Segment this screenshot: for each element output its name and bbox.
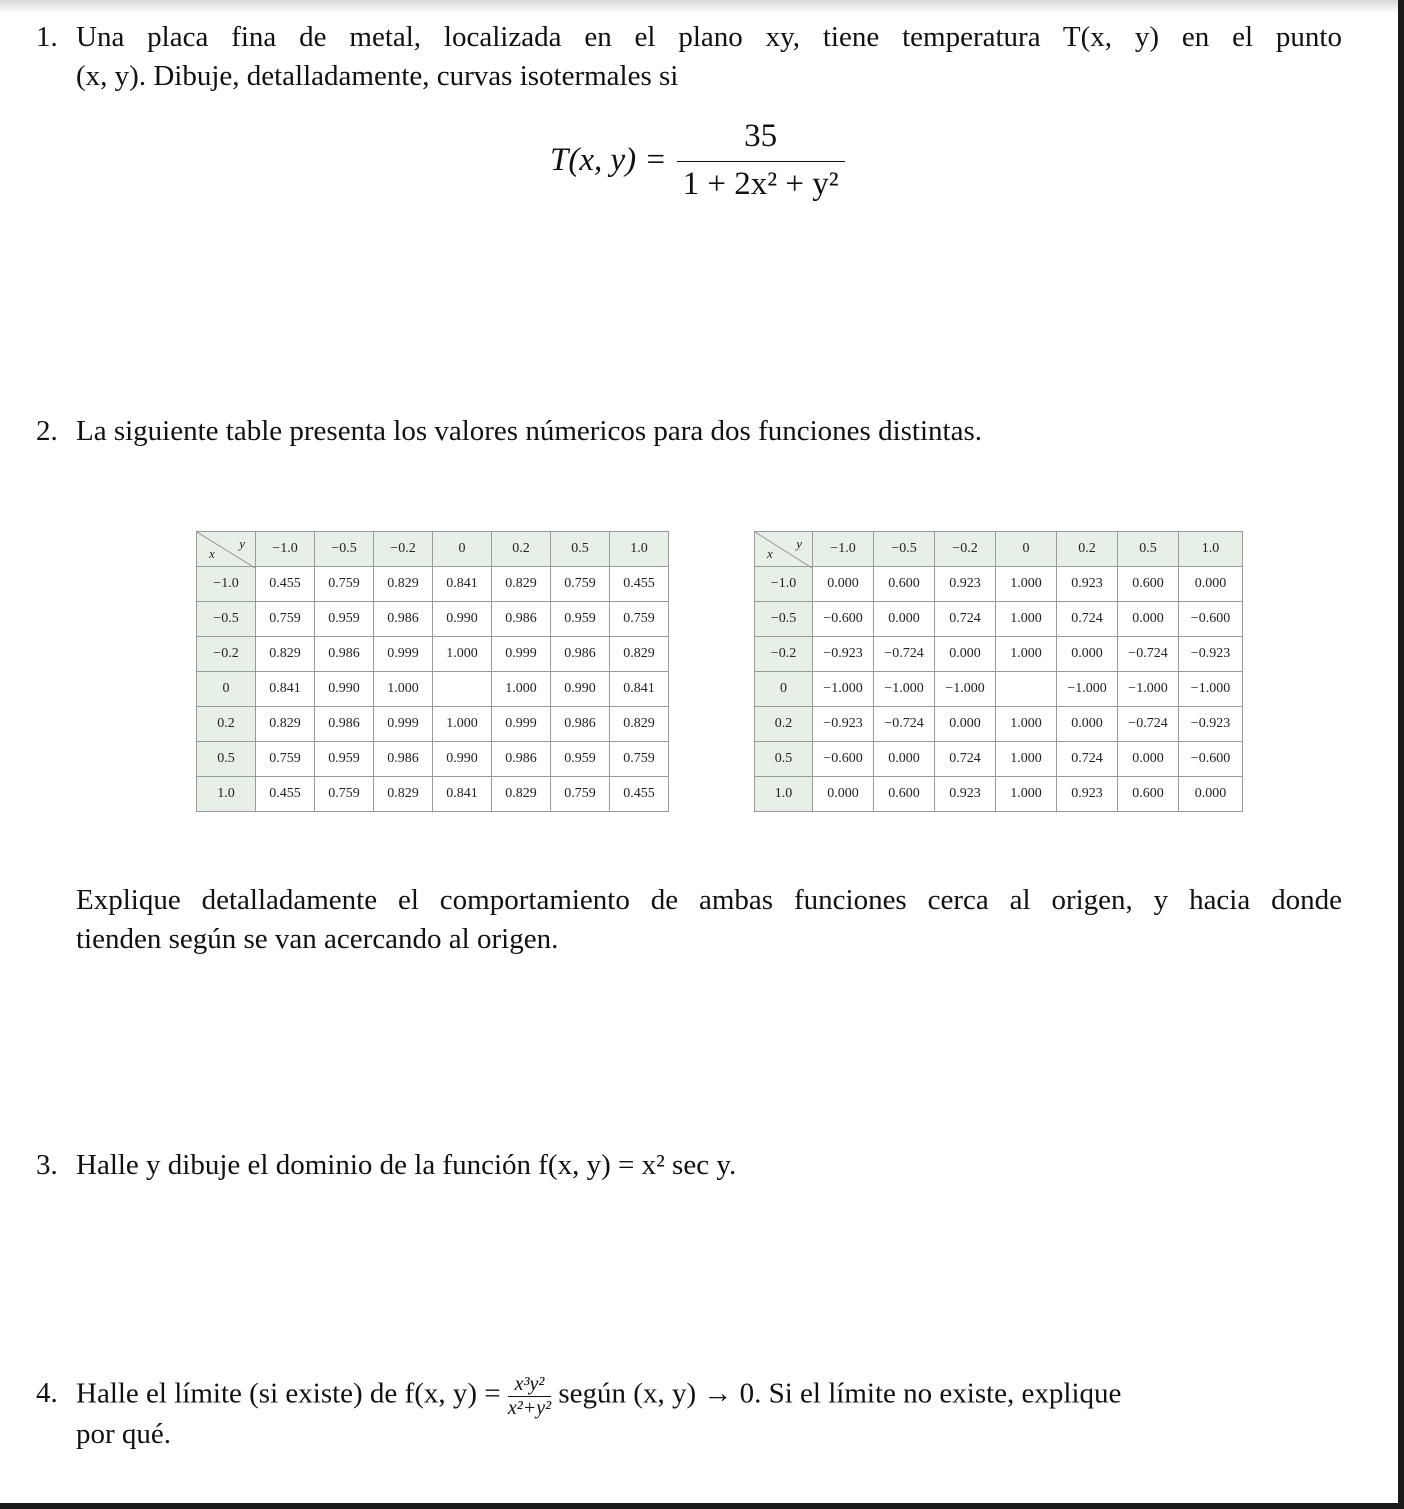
table-cell: 0.829 bbox=[256, 707, 315, 742]
table-cell: −0.600 bbox=[1179, 602, 1243, 637]
table-column-header: 0.2 bbox=[492, 532, 551, 567]
table-column-header: −1.0 bbox=[813, 532, 874, 567]
table-cell: 0.455 bbox=[256, 777, 315, 812]
table-row-header: −1.0 bbox=[755, 567, 813, 602]
table-cell: 0.759 bbox=[551, 777, 610, 812]
table-cell: 0.000 bbox=[1118, 742, 1179, 777]
table-cell: 0.923 bbox=[935, 777, 996, 812]
table-cell: 0.986 bbox=[374, 742, 433, 777]
table-cell: 0.959 bbox=[315, 742, 374, 777]
table-cell: −1.000 bbox=[935, 672, 996, 707]
table-row-header: −0.2 bbox=[755, 637, 813, 672]
values-table-1 bbox=[196, 531, 669, 812]
table-cell: 0.000 bbox=[935, 707, 996, 742]
table-header-row bbox=[197, 532, 669, 567]
table-cell: −0.600 bbox=[813, 742, 874, 777]
table-column-header: 1.0 bbox=[610, 532, 669, 567]
problem-2-followup bbox=[0, 881, 1398, 961]
table-column-header: −1.0 bbox=[256, 532, 315, 567]
table-row bbox=[755, 602, 1243, 637]
table-cell: −0.600 bbox=[1179, 742, 1243, 777]
problem-4-frac-den: x²+y² bbox=[507, 1397, 552, 1419]
table-cell: 0.759 bbox=[610, 602, 669, 637]
table-column-header: 1.0 bbox=[1179, 532, 1243, 567]
problem-4-fraction bbox=[508, 1374, 551, 1418]
table-cell: 0.841 bbox=[610, 672, 669, 707]
table-cell: 0.000 bbox=[874, 742, 935, 777]
table-cell: 0.986 bbox=[374, 602, 433, 637]
table-cell: 0.000 bbox=[1118, 602, 1179, 637]
table-row bbox=[197, 672, 669, 707]
table-cell: 0.986 bbox=[551, 707, 610, 742]
table-cell: 0.829 bbox=[492, 567, 551, 602]
table-cell: 0.000 bbox=[1179, 567, 1243, 602]
problem-3-number: 3. bbox=[36, 1149, 58, 1181]
formula-numerator: 35 bbox=[677, 118, 845, 162]
table-cell: 0.455 bbox=[610, 567, 669, 602]
table-cell: 0.841 bbox=[433, 567, 492, 602]
corner-diagonal bbox=[755, 532, 812, 568]
table-cell: 0.999 bbox=[492, 637, 551, 672]
table-row bbox=[197, 707, 669, 742]
table-cell: 1.000 bbox=[433, 637, 492, 672]
table-cell: 1.000 bbox=[996, 742, 1057, 777]
table-cell: −1.000 bbox=[1057, 672, 1118, 707]
table-cell: 0.829 bbox=[256, 637, 315, 672]
table-cell: 0.600 bbox=[874, 777, 935, 812]
table-column-header: −0.5 bbox=[315, 532, 374, 567]
values-table-2 bbox=[754, 531, 1243, 812]
table-cell: 0.923 bbox=[1057, 777, 1118, 812]
table-cell: −0.724 bbox=[1118, 637, 1179, 672]
table-cell: −0.724 bbox=[1118, 707, 1179, 742]
table-row bbox=[197, 602, 669, 637]
table-row-header: −0.5 bbox=[197, 602, 256, 637]
table-cell: −0.724 bbox=[874, 637, 935, 672]
table-cell: 0.000 bbox=[935, 637, 996, 672]
problem-4-frac-num: x³y² bbox=[508, 1374, 551, 1397]
top-shadow bbox=[0, 0, 1398, 14]
problem-2-followup-line2: tienden según se van acercando al origen. bbox=[76, 923, 559, 955]
table-cell: 0.724 bbox=[1057, 602, 1118, 637]
corner-diagonal bbox=[197, 532, 255, 568]
table-column-header: 0.5 bbox=[551, 532, 610, 567]
table-cell: −0.923 bbox=[1179, 637, 1243, 672]
table-column-header: 0.5 bbox=[1118, 532, 1179, 567]
table-cell: 0.959 bbox=[315, 602, 374, 637]
table-cell: 0.724 bbox=[1057, 742, 1118, 777]
problem-2-number: 2. bbox=[36, 415, 58, 447]
table-cell: 0.959 bbox=[551, 742, 610, 777]
table-row bbox=[197, 742, 669, 777]
formula-lhs: T(x, y) = bbox=[550, 142, 667, 178]
table-cell: 0.999 bbox=[374, 637, 433, 672]
table-cell: 0.759 bbox=[315, 777, 374, 812]
table-row-header: 0 bbox=[197, 672, 256, 707]
table-cell: 0.829 bbox=[374, 567, 433, 602]
problem-1-text-line1: Una placa fina de metal, localizada en el plano xy, tiene temperatura T(x, y) en el punto bbox=[76, 21, 1342, 53]
problem-4-text-line1 bbox=[76, 1374, 1342, 1418]
table-cell: 1.000 bbox=[996, 602, 1057, 637]
table-cell: 0.986 bbox=[315, 707, 374, 742]
table-cell: −1.000 bbox=[1179, 672, 1243, 707]
table-cell: 0.000 bbox=[1057, 637, 1118, 672]
problem-1 bbox=[0, 18, 1398, 108]
table-cell: 0.759 bbox=[256, 742, 315, 777]
table-row-header: 0.2 bbox=[755, 707, 813, 742]
table-row-header: −0.2 bbox=[197, 637, 256, 672]
table-row-header: 1.0 bbox=[755, 777, 813, 812]
problem-2-text: La siguiente table presenta los valores númericos para dos funciones distintas. bbox=[76, 415, 982, 447]
table-cell: 0.841 bbox=[256, 672, 315, 707]
table-cell: 0.759 bbox=[256, 602, 315, 637]
table-row-header: 0.5 bbox=[755, 742, 813, 777]
table-cell: −0.923 bbox=[1179, 707, 1243, 742]
table-row-header: −0.5 bbox=[755, 602, 813, 637]
table-cell: 0.829 bbox=[374, 777, 433, 812]
table-row bbox=[755, 637, 1243, 672]
table-row bbox=[755, 777, 1243, 812]
table-cell: 1.000 bbox=[996, 707, 1057, 742]
table-cell: −0.923 bbox=[813, 637, 874, 672]
table-corner-cell bbox=[197, 532, 256, 567]
table-cell: 0.829 bbox=[492, 777, 551, 812]
table-row-header: 1.0 bbox=[197, 777, 256, 812]
table-cell: 0.923 bbox=[1057, 567, 1118, 602]
table-row bbox=[755, 707, 1243, 742]
table-column-header: −0.2 bbox=[374, 532, 433, 567]
problem-3 bbox=[0, 1146, 1398, 1186]
table-cell: −1.000 bbox=[813, 672, 874, 707]
problem-3-text: Halle y dibuje el dominio de la función f(x, y) = x² sec y. bbox=[76, 1149, 737, 1181]
table-cell: 0.724 bbox=[935, 602, 996, 637]
table-cell: 0.990 bbox=[315, 672, 374, 707]
table-cell: 0.455 bbox=[256, 567, 315, 602]
formula-fraction bbox=[677, 118, 845, 203]
table-cell: 1.000 bbox=[996, 637, 1057, 672]
table-cell: 0.000 bbox=[874, 602, 935, 637]
table-cell: 0.759 bbox=[315, 567, 374, 602]
table-cell: 0.829 bbox=[610, 707, 669, 742]
table-cell bbox=[433, 672, 492, 707]
temperature-formula bbox=[550, 118, 845, 203]
table-cell: −0.923 bbox=[813, 707, 874, 742]
table-cell: 1.000 bbox=[374, 672, 433, 707]
table-cell: 0.990 bbox=[433, 602, 492, 637]
table-cell: 0.999 bbox=[374, 707, 433, 742]
table-row-header: 0 bbox=[755, 672, 813, 707]
table-cell: 0.724 bbox=[935, 742, 996, 777]
table-cell: 0.923 bbox=[935, 567, 996, 602]
table-corner-cell bbox=[755, 532, 813, 567]
table-cell: 0.455 bbox=[610, 777, 669, 812]
problem-4-text-before: Halle el límite (si existe) de f(x, y) = bbox=[76, 1377, 501, 1410]
table-row bbox=[197, 777, 669, 812]
table-cell: 0.000 bbox=[813, 777, 874, 812]
table-cell: −1.000 bbox=[874, 672, 935, 707]
table-cell: 0.000 bbox=[813, 567, 874, 602]
table-column-header: 0 bbox=[996, 532, 1057, 567]
table-cell: 0.759 bbox=[610, 742, 669, 777]
table-cell bbox=[996, 672, 1057, 707]
problem-4 bbox=[0, 1374, 1398, 1464]
problem-1-text-line2: (x, y). Dibuje, detalladamente, curvas isotermales si bbox=[76, 60, 679, 92]
table-cell: 0.600 bbox=[874, 567, 935, 602]
table-row bbox=[197, 567, 669, 602]
table-cell: 0.986 bbox=[551, 637, 610, 672]
table-column-header: −0.2 bbox=[935, 532, 996, 567]
table-row bbox=[755, 672, 1243, 707]
corner-x-label: x bbox=[767, 546, 773, 561]
problem-4-number: 4. bbox=[36, 1377, 58, 1409]
table-cell: 0.759 bbox=[551, 567, 610, 602]
problem-2-followup-line1: Explique detalladamente el comportamiento de ambas funciones cerca al origen, y hacia donde bbox=[76, 884, 1342, 916]
table-header-row bbox=[755, 532, 1243, 567]
table-cell: 0.000 bbox=[1179, 777, 1243, 812]
table-cell: 0.999 bbox=[492, 707, 551, 742]
table-row-header: 0.2 bbox=[197, 707, 256, 742]
table-row bbox=[755, 567, 1243, 602]
formula-denominator: 1 + 2x² + y² bbox=[682, 166, 839, 202]
corner-x-label: x bbox=[209, 546, 215, 561]
table-cell: 0.990 bbox=[433, 742, 492, 777]
table-row-header: −1.0 bbox=[197, 567, 256, 602]
table-cell: 0.986 bbox=[492, 602, 551, 637]
corner-y-label: y bbox=[796, 536, 802, 551]
table-cell: 1.000 bbox=[996, 567, 1057, 602]
table-cell: −1.000 bbox=[1118, 672, 1179, 707]
table-cell: 0.600 bbox=[1118, 777, 1179, 812]
table-cell: 0.000 bbox=[1057, 707, 1118, 742]
table-column-header: −0.5 bbox=[874, 532, 935, 567]
table-cell: 0.829 bbox=[610, 637, 669, 672]
table-cell: 1.000 bbox=[433, 707, 492, 742]
problem-1-number: 1. bbox=[36, 21, 58, 53]
table-row bbox=[197, 637, 669, 672]
corner-y-label: y bbox=[239, 536, 245, 551]
table-cell: 0.959 bbox=[551, 602, 610, 637]
problem-4-text-after: según (x, y) → 0. Si el límite no existe, explique bbox=[558, 1377, 1122, 1410]
table-cell: 0.600 bbox=[1118, 567, 1179, 602]
table-cell: 1.000 bbox=[492, 672, 551, 707]
table-cell: 1.000 bbox=[996, 777, 1057, 812]
table-cell: −0.600 bbox=[813, 602, 874, 637]
table-cell: 0.841 bbox=[433, 777, 492, 812]
table-column-header: 0 bbox=[433, 532, 492, 567]
table-cell: −0.724 bbox=[874, 707, 935, 742]
table-row bbox=[755, 742, 1243, 777]
table-column-header: 0.2 bbox=[1057, 532, 1118, 567]
table-cell: 0.986 bbox=[315, 637, 374, 672]
table-cell: 0.990 bbox=[551, 672, 610, 707]
table-cell: 0.986 bbox=[492, 742, 551, 777]
problem-2 bbox=[0, 412, 1398, 452]
problem-4-text-line2: por qué. bbox=[76, 1418, 172, 1450]
table-row-header: 0.5 bbox=[197, 742, 256, 777]
